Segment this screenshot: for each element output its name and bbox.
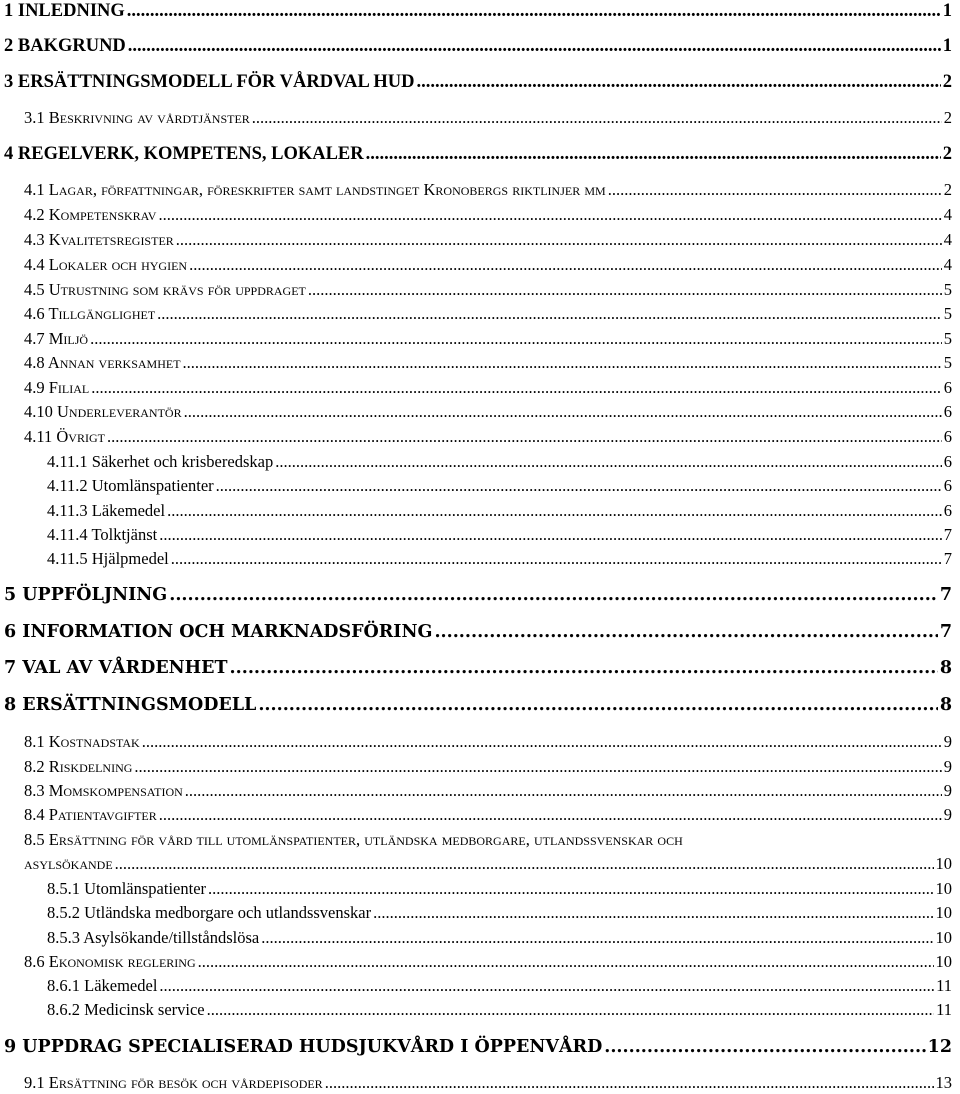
toc-entry[interactable] [24,759,952,776]
toc-entry[interactable] [24,404,952,421]
toc-entry-label: 8.6.1 Läkemedel [47,976,158,995]
toc-entry-label: 8.6 Ekonomisk reglering [24,952,196,971]
toc-leader [261,930,933,947]
toc-leader [308,282,942,299]
toc-leader [91,380,942,397]
toc-leader [157,306,942,323]
toc-entry-page: 4 [943,230,952,249]
toc-entry-label: 4.11.3 Läkemedel [47,501,166,520]
toc-entry-page: 9 [943,732,952,751]
toc-leader [252,110,942,127]
toc-entry-page: 7 [943,525,952,544]
toc-entry-label: 8.5.2 Utländska medborgare och utlandssvenskar [47,903,372,922]
toc-entry-page: 1 [942,1,952,21]
toc-entry[interactable] [4,145,952,164]
toc-entry-label: 3.1 Beskrivning av vårdtjänster [24,108,250,127]
toc-entry-page: 9 [943,781,952,800]
toc-entry-page: 8 [939,695,952,715]
toc-entry-page: 5 [943,280,952,299]
toc-leader [608,182,942,199]
toc-entry-label: 2 BAKGRUND [4,36,126,56]
toc-leader [158,207,941,224]
toc-entry[interactable] [47,978,952,995]
toc-entry-page: 2 [943,180,952,199]
toc-entry-label: 4.2 Kompetenskrav [24,205,157,224]
toc-entry[interactable] [24,1075,952,1092]
toc-entry[interactable] [47,454,952,471]
toc-leader [107,429,942,446]
toc-entry-label: 8.5 Ersättning för vård till utomlänspatienter, utländska medborgare, utlandssvenskar och [24,830,683,849]
toc-entry-label: 4.1 Lagar, författningar, föreskrifter samt landstinget Kronobergs riktlinjer mm [24,180,606,199]
toc-entry[interactable] [47,1002,952,1019]
toc-entry-page: 2 [942,72,952,92]
toc-entry-label: 4.11.2 Utomlänspatienter [47,476,214,495]
toc-entry-label: 4.3 Kvalitetsregister [24,230,174,249]
toc-leader [176,232,942,249]
toc-leader [216,478,942,495]
toc-entry[interactable] [24,110,952,127]
toc-entry-label: 4.11.4 Tolktjänst [47,525,158,544]
toc-leader [275,454,942,471]
toc-entry-page: 4 [943,205,952,224]
toc-entry-page: 2 [943,108,952,127]
toc-entry-label: 8.1 Kostnadstak [24,732,140,751]
toc-entry-label: 7 VAL AV VÅRDENHET [4,658,228,678]
toc-entry-page: 12 [927,1037,952,1057]
toc-entry-page: 2 [942,144,952,164]
toc-entry-label: 5 UPPFÖLJNING [4,585,168,605]
toc-entry-page: 7 [943,549,952,568]
toc-entry-label: 4.10 Underleverantör [24,402,182,421]
toc-entry-label: 9.1 Ersättning för besök och vårdepisoder [24,1073,323,1092]
toc-entry-page: 9 [943,805,952,824]
toc-entry[interactable] [24,355,952,372]
toc-leader [169,587,938,605]
toc-entry-page: 5 [943,353,952,372]
toc-entry-label: 3 ERSÄTTNINGSMODELL FÖR VÅRDVAL HUD [4,72,415,92]
toc-leader [373,905,933,922]
toc-entry-page: 5 [943,329,952,348]
toc-entry-label: 8.4 Patientavgifter [24,805,157,824]
toc-entry[interactable] [4,587,952,605]
toc-entry-page: 10 [935,903,952,922]
toc-entry-page: 6 [943,402,952,421]
toc-entry[interactable] [4,1039,952,1057]
toc-entry-page: 10 [935,879,952,898]
toc-leader [198,954,934,971]
toc-entry[interactable] [47,503,952,520]
toc-entry[interactable] [24,282,952,299]
toc-entry-label: 8 ERSÄTTNINGSMODELL [4,695,257,715]
toc-entry-label: 4.9 Filial [24,378,90,397]
toc-entry[interactable] [24,429,952,446]
toc-leader [115,856,934,873]
toc-entry[interactable] [24,807,952,824]
toc-entry-page: 4 [943,255,952,274]
toc-entry[interactable] [47,881,952,898]
toc-entry[interactable] [47,527,952,544]
toc-entry[interactable] [24,734,952,751]
toc-entry-label: 4.7 Miljö [24,329,89,348]
toc-entry-label: 4.6 Tillgänglighet [24,304,156,323]
toc-entry-page: 9 [943,757,952,776]
toc-leader [171,551,942,568]
toc-entry-label: asylsökande [24,854,113,873]
toc-entry[interactable] [24,257,952,274]
toc-entry[interactable] [4,37,952,56]
toc-entry-label: 4.11.1 Säkerhet och krisberedskap [47,452,274,471]
toc-leader [128,37,941,56]
toc-entry-label: 8.2 Riskdelning [24,757,133,776]
toc-entry[interactable] [24,856,952,873]
toc-leader [325,1075,934,1092]
toc-entry-page: 7 [939,585,952,605]
toc-entry[interactable] [47,551,952,568]
toc-entry[interactable] [4,73,952,92]
toc-entry[interactable] [24,331,952,348]
toc-entry-wrapped[interactable] [24,832,683,849]
toc-entry-page: 6 [943,476,952,495]
toc-entry-label: 4.8 Annan verksamhet [24,353,181,372]
toc-leader [159,978,934,995]
toc-entry-page: 6 [943,378,952,397]
toc-leader [167,503,942,520]
toc-entry-label: 4.4 Lokaler och hygien [24,255,188,274]
toc-entry-page: 6 [943,501,952,520]
toc-entry[interactable] [4,2,952,21]
toc-leader [159,807,942,824]
toc-entry-page: 7 [939,622,952,642]
toc-leader [207,1002,934,1019]
toc-entry-label: 1 INLEDNING [4,1,125,21]
toc-leader [189,257,942,274]
toc-entry-label: 8.5.1 Utomlänspatienter [47,879,207,898]
toc-entry[interactable] [24,954,952,971]
toc-entry-label: 4.5 Utrustning som krävs för uppdraget [24,280,306,299]
toc-entry[interactable] [24,306,952,323]
toc-leader [134,759,941,776]
toc-leader [183,355,942,372]
toc-leader [366,145,941,164]
toc-entry-label: 4.11.5 Hjälpmedel [47,549,169,568]
toc-entry[interactable] [24,380,952,397]
toc-entry-page: 6 [943,427,952,446]
toc-leader [127,2,941,21]
toc-entry-page: 10 [935,854,952,873]
toc-leader [208,881,933,898]
toc-entry-label: 8.6.2 Medicinsk service [47,1000,205,1019]
toc-entry-label: 4 REGELVERK, KOMPETENS, LOKALER [4,144,364,164]
toc-leader [184,404,942,421]
toc-entry-page: 10 [935,952,952,971]
toc-entry-label: 9 UPPDRAG SPECIALISERAD HUDSJUKVÅRD I ÖPPENVÅRD [4,1037,603,1057]
toc-leader [230,660,938,678]
toc-entry[interactable] [24,182,952,199]
toc-entry-page: 10 [935,928,952,947]
toc-leader [142,734,942,751]
toc-entry-page: 6 [943,452,952,471]
toc-entry-label: 4.11 Övrigt [24,427,105,446]
toc-entry-label: 8.5.3 Asylsökande/tillståndslösa [47,928,260,947]
toc-leader [90,331,942,348]
toc-leader [434,624,937,642]
toc-leader [417,73,941,92]
toc-entry-page: 13 [935,1073,952,1092]
toc-entry[interactable] [24,207,952,224]
toc-entry-label: 8.3 Momskompensation [24,781,183,800]
toc-leader [159,527,942,544]
toc-leader [258,697,937,715]
toc-entry[interactable] [47,930,952,947]
toc-entry[interactable] [4,660,952,678]
toc-entry-page: 11 [936,1000,952,1019]
toc-entry-page: 5 [943,304,952,323]
toc-entry[interactable] [24,232,952,249]
toc-entry-page: 1 [942,36,952,56]
toc-leader [185,783,942,800]
toc-entry[interactable] [47,905,952,922]
toc-entry[interactable] [4,624,952,642]
toc-entry[interactable] [24,783,952,800]
toc-entry-page: 8 [939,658,952,678]
toc-entry[interactable] [47,478,952,495]
toc-entry-label: 6 INFORMATION OCH MARKNADSFÖRING [4,622,433,642]
toc-entry[interactable] [4,697,952,715]
toc-entry-page: 11 [936,976,952,995]
toc-leader [604,1039,925,1057]
